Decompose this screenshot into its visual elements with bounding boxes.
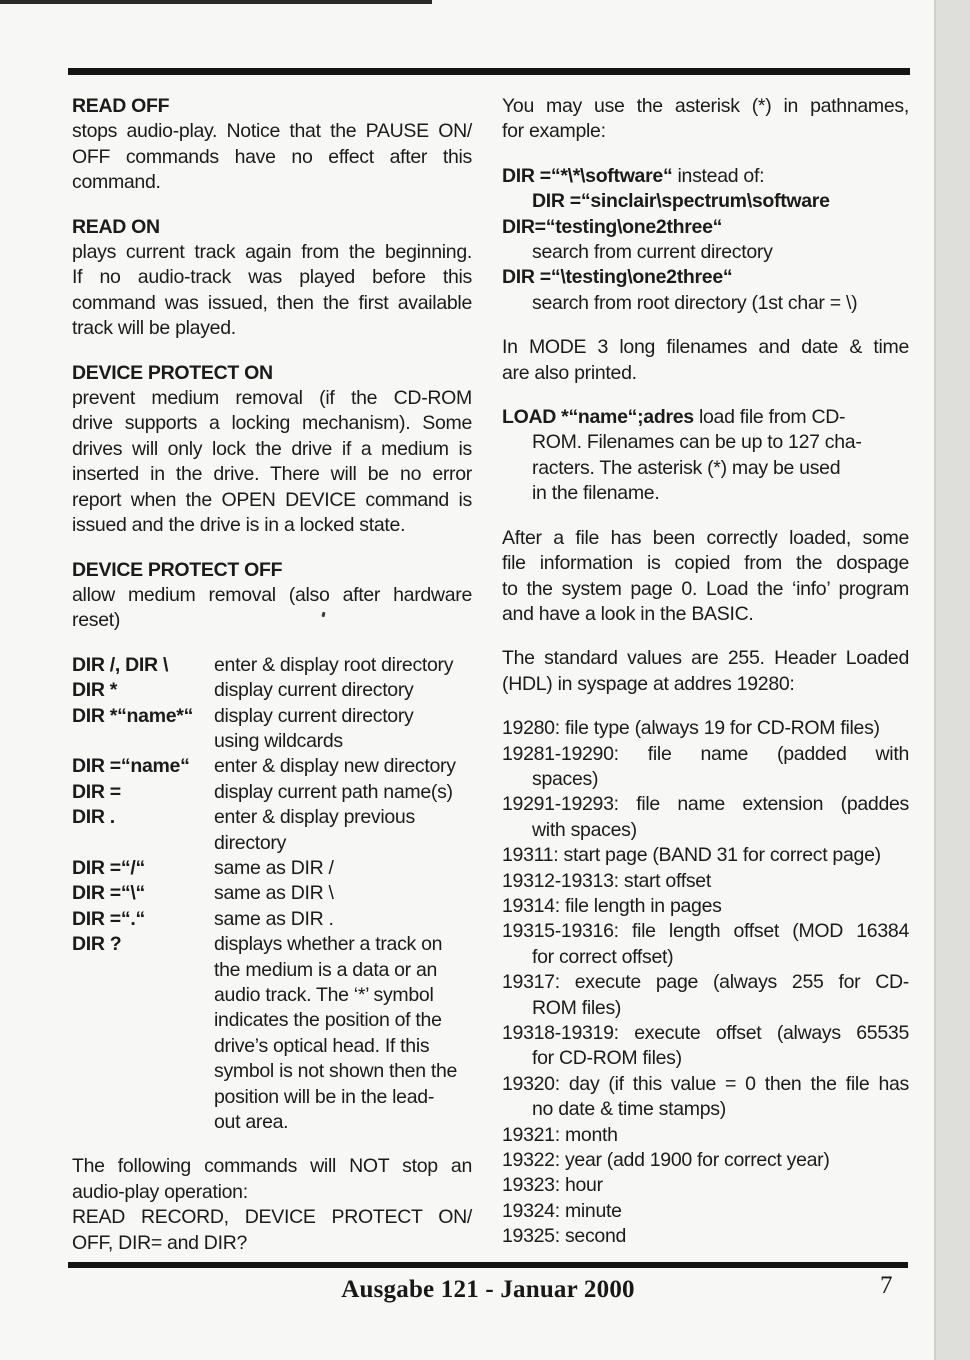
text-line (502, 405, 909, 430)
text-line (72, 240, 472, 265)
issue-label: Ausgabe 121 - Januar 2000 (341, 1276, 635, 1303)
text-line (72, 678, 472, 703)
text-line (72, 488, 472, 513)
text-line (72, 754, 472, 779)
text-line (72, 361, 472, 386)
text-line (502, 577, 909, 602)
regular-text: audio track. The ‘*’ symbol (214, 984, 434, 1006)
text-line (502, 818, 909, 843)
regular-text: READ RECORD, DEVICE PROTECT ON/ (72, 1206, 472, 1229)
regular-text: command was issued, then the first available (72, 291, 472, 314)
text-line (72, 958, 472, 983)
text-line (502, 164, 909, 189)
bold-text: DEVICE PROTECT ON (72, 361, 273, 384)
regular-text: stops audio-play. Notice that the PAUSE ON/ (72, 120, 472, 143)
text-line (502, 240, 909, 265)
text-line (72, 94, 472, 119)
text-line (72, 583, 472, 608)
regular-text: to the system page 0. Load the ‘info’ program (502, 577, 909, 600)
bold-text: DIR = (72, 780, 121, 803)
left-column (72, 94, 472, 1256)
text-line (72, 265, 472, 290)
regular-text: directory (214, 831, 287, 854)
text-line (502, 672, 909, 697)
regular-text: display current path name(s) (214, 780, 453, 803)
bottom-rule (68, 1262, 908, 1268)
text-line (502, 996, 909, 1021)
regular-text: 19315-19316: file length offset (MOD 16384 (502, 920, 909, 943)
text-line (72, 462, 472, 487)
regular-text: indicates the position of the (214, 1009, 442, 1032)
text-line (502, 1123, 909, 1148)
right-column (502, 94, 909, 1250)
text-line (72, 856, 472, 881)
regular-text: for example: (502, 120, 606, 143)
regular-text: The following commands will NOT stop an (72, 1155, 472, 1178)
regular-text: 19325: second (502, 1225, 627, 1248)
bold-text: READ OFF (72, 95, 170, 117)
text-line (502, 1097, 909, 1122)
text-line (502, 361, 909, 386)
regular-text: report when the OPEN DEVICE command is (72, 488, 472, 511)
regular-text: track will be played. (72, 317, 236, 340)
bold-text: DEVICE PROTECT OFF (72, 558, 283, 581)
regular-text: OFF commands have no effect after this (72, 145, 472, 168)
regular-text: inserted in the drive. There will be no error (72, 463, 472, 486)
regular-text: for correct offset) (532, 945, 674, 968)
bold-text: DIR =“\testing\one2three“ (502, 266, 733, 289)
regular-text: 19324: minute (502, 1199, 622, 1222)
regular-text: drive’s optical head. If this (214, 1034, 430, 1057)
text-line (502, 189, 909, 214)
regular-text: 19320: day (if this value = 0 then the file has (502, 1072, 909, 1095)
regular-text: position will be in the lead- (214, 1085, 435, 1108)
regular-text: (HDL) in syspage at addres 19280: (502, 672, 795, 695)
regular-text: If no audio-track was played before this (72, 266, 472, 289)
regular-text: the medium is a data or an (214, 958, 438, 981)
text-line (72, 1154, 472, 1179)
regular-text: no date & time stamps) (532, 1098, 726, 1121)
text-line (502, 335, 909, 360)
text-line (72, 608, 472, 633)
regular-text: using wildcards (214, 729, 343, 752)
text-line (502, 1199, 909, 1224)
text-line (72, 1231, 472, 1256)
text-line (72, 411, 472, 436)
regular-text: search from current directory (532, 241, 773, 264)
page-footer (68, 1276, 908, 1304)
text-line (72, 831, 472, 856)
regular-text: 19280: file type (always 19 for CD-ROM files) (502, 717, 880, 740)
regular-text: In MODE 3 long filenames and date & time (502, 336, 909, 359)
regular-text: with spaces) (532, 818, 637, 841)
text-line (502, 919, 909, 944)
text-line (72, 1180, 472, 1205)
bold-text: DIR =“*\*\software“ (502, 164, 673, 187)
bold-text: DIR =“\“ (72, 882, 145, 905)
regular-text: same as DIR \ (214, 882, 334, 905)
text-line (72, 316, 472, 341)
text-line (72, 907, 472, 932)
text-line (72, 704, 472, 729)
regular-text: and have a look in the BASIC. (502, 602, 754, 625)
text-line (502, 430, 909, 455)
text-line (502, 843, 909, 868)
regular-text: 19317: execute page (always 255 for CD- (502, 971, 909, 994)
bold-text: DIR . (72, 806, 115, 829)
bold-text: DIR *“name*“ (72, 704, 194, 727)
regular-text: ROM files) (532, 996, 622, 1019)
regular-text: displays whether a track on (214, 933, 443, 956)
text-line (502, 291, 909, 316)
regular-text: spaces) (532, 767, 599, 790)
text-line (72, 881, 472, 906)
bold-text: DIR=“testing\one2three“ (502, 215, 723, 238)
text-line (72, 1085, 472, 1110)
bold-text: DIR =“name“ (72, 755, 190, 778)
regular-text: 19312-19313: start offset (502, 869, 711, 892)
text-line (502, 1173, 909, 1198)
regular-text: 19322: year (add 1900 for correct year) (502, 1149, 830, 1172)
regular-text: same as DIR / (214, 856, 334, 879)
text-line (72, 215, 472, 240)
regular-text: drives will only lock the drive if a medium is (72, 437, 472, 460)
text-line (72, 1008, 472, 1033)
text-line (502, 716, 909, 741)
text-line (72, 558, 472, 583)
text-line (502, 94, 909, 119)
text-line (72, 932, 472, 957)
regular-text: 19281-19290: file name (padded with (502, 742, 909, 765)
regular-text: instead of: (672, 164, 765, 187)
regular-text: After a file has been correctly loaded, some (502, 526, 909, 549)
regular-text: 19314: file length in pages (502, 894, 722, 917)
regular-text: 19291-19293: file name extension (paddes (502, 793, 909, 816)
bold-text: LOAD *“name“;adres (502, 406, 694, 429)
regular-text: issued and the drive is in a locked state. (72, 514, 406, 537)
regular-text: The standard values are 255. Header Loaded (502, 647, 909, 670)
regular-text: reset) (72, 609, 121, 632)
text-line (72, 1110, 472, 1135)
text-line (502, 894, 909, 919)
regular-text: load file from CD- (693, 406, 846, 429)
text-line (72, 145, 472, 170)
bold-text: DIR =“/“ (72, 856, 145, 879)
text-line (72, 1059, 472, 1084)
bold-text: DIR =“sinclair\spectrum\software (532, 190, 830, 213)
regular-text: enter & display root directory (214, 653, 454, 676)
regular-text: display current directory (214, 704, 414, 727)
text-line (502, 767, 909, 792)
bold-text: DIR ? (72, 933, 122, 956)
bold-text: DIR =“.“ (72, 907, 145, 930)
text-line (502, 1021, 909, 1046)
regular-text: audio-play operation: (72, 1180, 248, 1203)
regular-text: OFF, DIR= and DIR? (72, 1231, 248, 1254)
regular-text: file information is copied from the dospage (502, 552, 909, 575)
scan-edge-artifact (0, 0, 432, 4)
text-line (72, 780, 472, 805)
text-line (72, 513, 472, 538)
text-line (72, 1205, 472, 1230)
text-line (72, 983, 472, 1008)
text-line (502, 1148, 909, 1173)
regular-text: ROM. Filenames can be up to 127 cha- (532, 431, 862, 454)
text-line (72, 1034, 472, 1059)
text-line (502, 792, 909, 817)
text-line (72, 119, 472, 144)
top-rule (68, 68, 910, 75)
text-line (72, 805, 472, 830)
regular-text: drive supports a locking mechanism). Some (72, 412, 472, 435)
regular-text: search from root directory (1st char = \) (532, 291, 858, 314)
regular-text: racters. The asterisk (*) may be used (532, 456, 841, 479)
regular-text: prevent medium removal (if the CD-ROM (72, 387, 472, 410)
text-line (502, 481, 909, 506)
regular-text: 19321: month (502, 1123, 618, 1146)
text-line (502, 551, 909, 576)
regular-text: You may use the asterisk (*) in pathnames, (502, 95, 909, 117)
regular-text: command. (72, 171, 161, 194)
regular-text: 19311: start page (BAND 31 for correct page) (502, 844, 881, 867)
text-line (502, 526, 909, 551)
text-line (72, 291, 472, 316)
text-line (72, 653, 472, 678)
text-line (72, 386, 472, 411)
regular-text: for CD-ROM files) (532, 1047, 682, 1070)
text-line (502, 945, 909, 970)
regular-text: are also printed. (502, 361, 637, 384)
regular-text: display current directory (214, 679, 414, 702)
regular-text: in the filename. (532, 482, 660, 505)
text-line (502, 1046, 909, 1071)
text-line (72, 729, 472, 754)
text-line (502, 1224, 909, 1249)
text-line (72, 170, 472, 195)
text-line (502, 265, 909, 290)
page-number: 7 (880, 1272, 893, 1299)
regular-text: 19323: hour (502, 1174, 603, 1197)
bold-text: DIR * (72, 679, 118, 702)
regular-text: allow medium removal (also after hardware (72, 583, 472, 606)
text-line (502, 1072, 909, 1097)
regular-text: enter & display previous (214, 806, 415, 829)
regular-text: enter & display new directory (214, 755, 456, 778)
page-edge-shadow (934, 0, 970, 1360)
text-line (502, 646, 909, 671)
bold-text: DIR /, DIR \ (72, 653, 169, 676)
text-line (502, 215, 909, 240)
regular-text: 19318-19319: execute offset (always 65535 (502, 1022, 909, 1044)
regular-text: symbol is not shown then the (214, 1060, 458, 1083)
text-line (502, 602, 909, 627)
text-line (502, 119, 909, 144)
text-line (72, 437, 472, 462)
text-line (502, 456, 909, 481)
bold-text: READ ON (72, 215, 160, 238)
regular-text: out area. (214, 1111, 289, 1134)
text-line (502, 869, 909, 894)
regular-text: plays current track again from the beginning. (72, 241, 472, 264)
text-line (502, 970, 909, 995)
text-line (502, 742, 909, 767)
regular-text: same as DIR . (214, 907, 334, 930)
